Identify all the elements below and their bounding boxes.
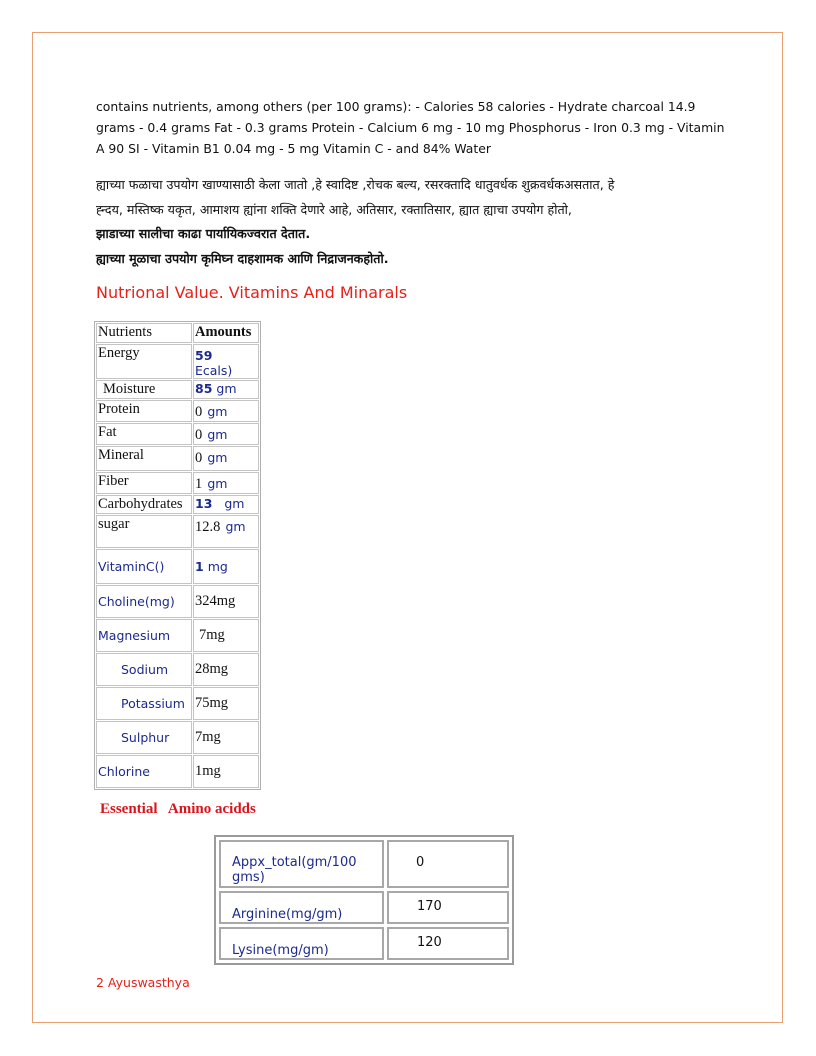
value-unit: Ecals) — [195, 363, 233, 378]
amino-acid-table — [214, 835, 514, 965]
page-footer: 2 Ayuswasthya — [96, 975, 190, 990]
nutrient-name: Mineral — [96, 446, 192, 471]
header-amounts: Amounts — [193, 323, 259, 343]
table-row — [96, 585, 259, 618]
table-row — [96, 687, 259, 720]
marathi-line: ह्याच्या फळाचा उपयोग खाण्यासाठी केला जातो ,हे स्वादिष्ट ,रोचक बल्य, रसरक्तादि धातुवर्धक शुक्रवर्धकअसतात, हे — [96, 177, 615, 192]
table-row — [96, 446, 259, 471]
table-row — [96, 755, 259, 788]
value-unit: gm — [225, 519, 246, 534]
nutrient-name: Potassium — [96, 687, 192, 720]
nutrient-name: Magnesium — [96, 619, 192, 652]
table-row — [96, 721, 259, 754]
nutrient-value — [193, 549, 259, 584]
nutrient-value: 1mg — [193, 755, 259, 788]
amino-value: 120 — [387, 927, 509, 960]
nutrient-value: 75mg — [193, 687, 259, 720]
nutrition-table — [94, 321, 261, 790]
nutrient-name: sugar — [96, 515, 192, 548]
nutrient-name: Fiber — [96, 472, 192, 494]
nutrient-value — [193, 344, 259, 379]
amino-heading: Essential Amino acidds — [100, 801, 256, 817]
value-unit: gm — [216, 381, 237, 396]
value-unit: gm — [207, 476, 228, 491]
nutrient-value: 7mg — [193, 721, 259, 754]
table-header-row — [96, 323, 259, 343]
nutrient-value: 28mg — [193, 653, 259, 686]
section-heading: Nutrional Value. Vitamins And Minarals — [96, 283, 408, 302]
nutrient-value — [193, 380, 259, 399]
nutrient-value: 324mg — [193, 585, 259, 618]
table-row — [96, 472, 259, 494]
marathi-line: ह्याच्या मूळाचा उपयोग कृमिघ्न दाहशामक आणि निद्राजनकहोतो. — [96, 250, 389, 266]
nutrient-value — [193, 515, 259, 548]
nutrient-name: Choline(mg) — [96, 585, 192, 618]
nutrient-name: VitaminC() — [96, 549, 192, 584]
table-row — [96, 344, 259, 379]
value-unit: gm — [224, 496, 245, 511]
nutrient-name: Energy — [96, 344, 192, 379]
nutrient-value — [193, 495, 259, 514]
table-row — [219, 891, 509, 924]
value-unit: gm — [207, 450, 228, 465]
table-row — [96, 400, 259, 422]
nutrient-name: Sulphur — [96, 721, 192, 754]
table-row — [96, 653, 259, 686]
value-unit: gm — [207, 427, 228, 442]
amino-name: Appx_total(gm/100 gms) — [219, 840, 384, 888]
table-row — [96, 495, 259, 514]
table-row — [96, 423, 259, 445]
header-nutrients: Nutrients — [96, 323, 192, 343]
table-row — [96, 380, 259, 399]
nutrient-name: Chlorine — [96, 755, 192, 788]
value-number: 0 — [195, 404, 203, 420]
nutrient-name: Sodium — [96, 653, 192, 686]
value-number: 13 — [195, 496, 213, 511]
nutrient-value — [193, 446, 259, 471]
amino-value: 0 — [387, 840, 509, 888]
value-number: 0 — [195, 450, 203, 466]
nutrient-value — [193, 472, 259, 494]
table-row — [219, 927, 509, 960]
amino-name: Lysine(mg/gm) — [219, 927, 384, 960]
value-number: 1 — [195, 476, 203, 492]
amino-name: Arginine(mg/gm) — [219, 891, 384, 924]
value-number: 85 — [195, 381, 213, 396]
nutrient-name: Moisture — [96, 380, 192, 399]
value-number: 12.8 — [195, 519, 221, 535]
value-unit: gm — [207, 404, 228, 419]
marathi-paragraph — [96, 173, 716, 271]
table-row — [96, 515, 259, 548]
marathi-line: ह्न्दय, मस्तिष्क यकृत, आमाशय ह्यांना शक्ति देणारे आहे, अतिसार, रक्तातिसार, ह्यात ह्याचा उपयोग होतो, — [96, 201, 572, 217]
nutrient-value — [193, 423, 259, 445]
nutrient-name: Protein — [96, 400, 192, 422]
table-row — [219, 840, 509, 888]
nutrient-name: Carbohydrates — [96, 495, 192, 514]
nutrient-value: 7mg — [193, 619, 259, 652]
intro-paragraph: contains nutrients, among others (per 100 grams): - Calories 58 calories - Hydrate charcoal 14.9 grams - 0.4 grams Fat - 0.3 grams Protein - Calcium 6 mg - 10 mg Phosphorus - Iron 0.3 mg - Vitamin A 90 SI - Vitamin B1 0.04 mg - 5 mg Vitamin C - and 84% Water — [96, 99, 725, 156]
marathi-line: झाडाच्या सालीचा काढा पार्यायिकज्वरात देतात. — [96, 226, 311, 241]
amino-value: 170 — [387, 891, 509, 924]
nutrient-name: Fat — [96, 423, 192, 445]
value-number: 1 — [195, 559, 204, 574]
value-number: 0 — [195, 427, 203, 443]
table-row — [96, 549, 259, 584]
value-number: 59 — [195, 348, 213, 363]
table-row — [96, 619, 259, 652]
value-unit: mg — [207, 559, 228, 574]
nutrient-value — [193, 400, 259, 422]
